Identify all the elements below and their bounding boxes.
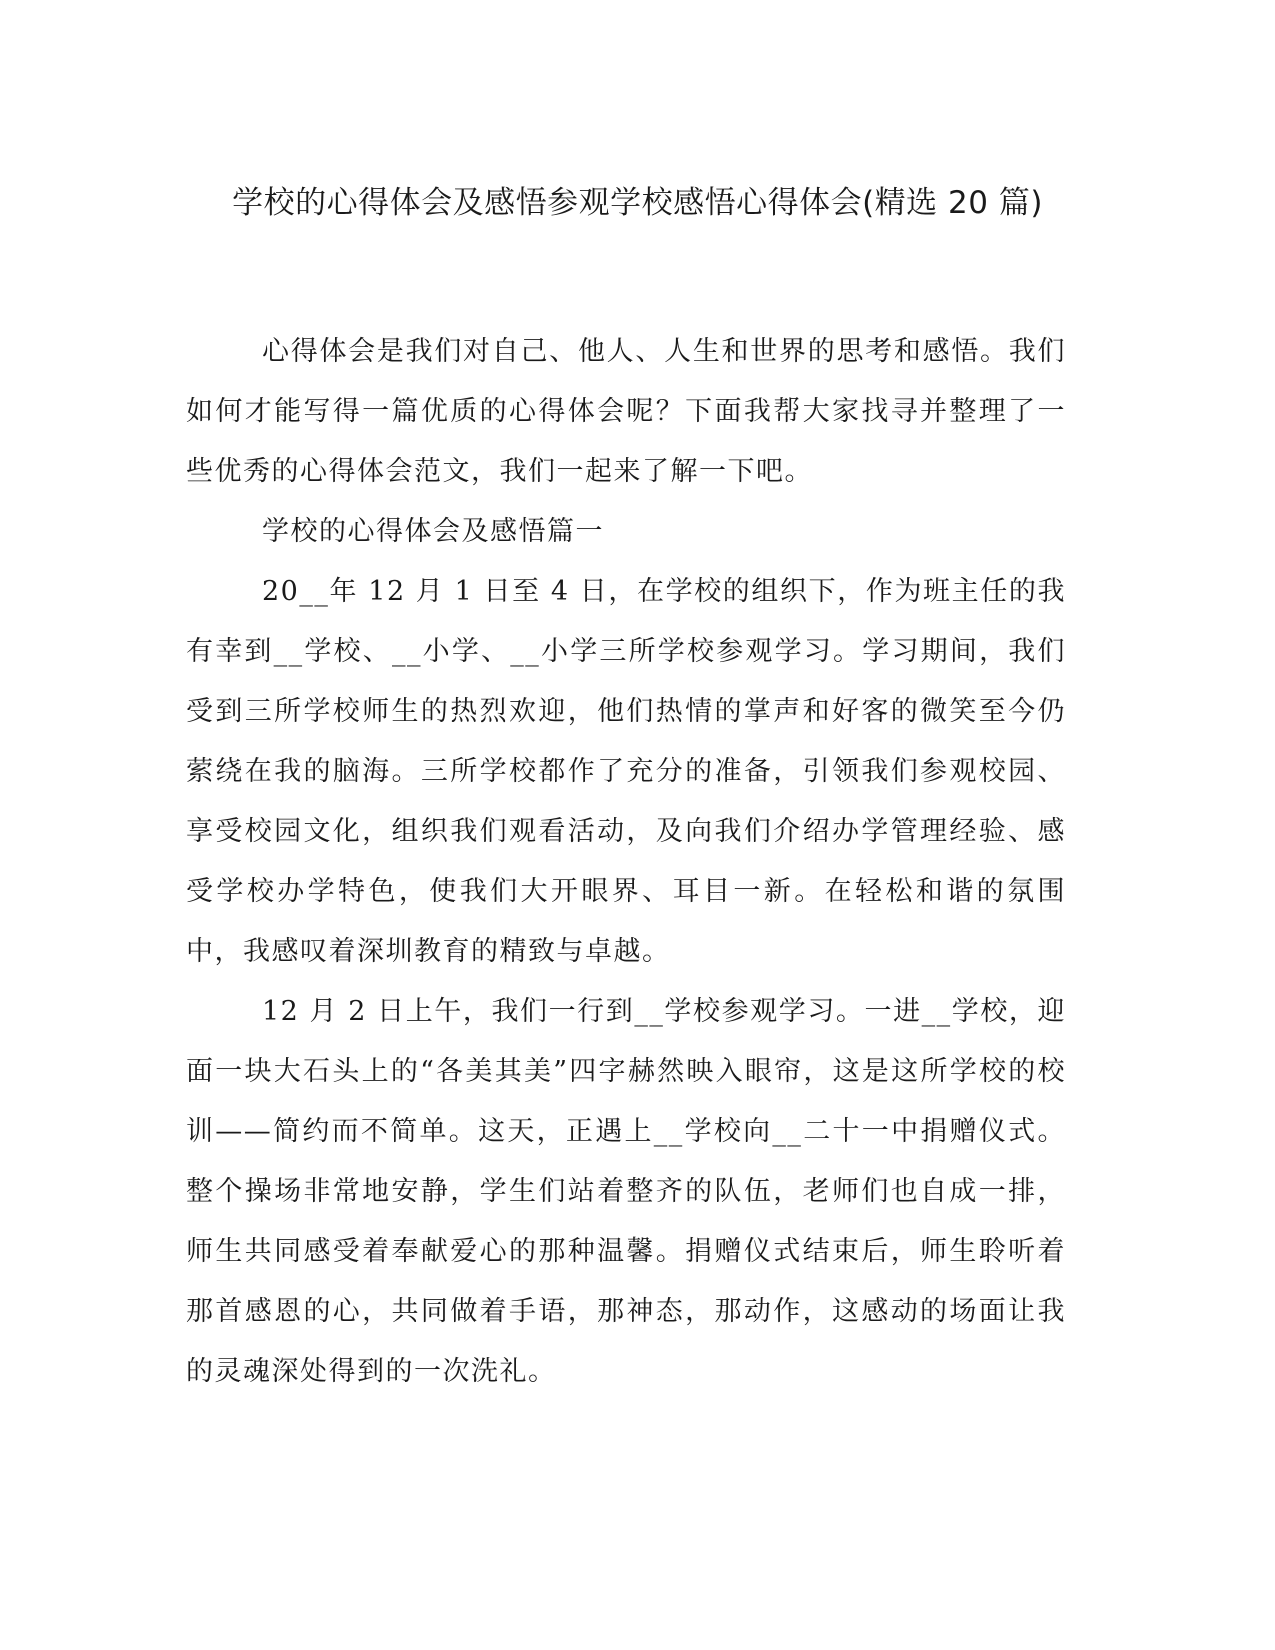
document-body [186,322,1066,1402]
body-paragraph-2: 12 月 2 日上午，我们一行到__学校参观学习。一进__学校，迎面一块大石头上的“各美其美”四字赫然映入眼帘，这是这所学校的校训——简约而不简单。这天，正遇上__学校向__二十一中捐赠仪式。整个操场非常地安静，学生们站着整齐的队伍，老师们也自成一排，师生共同感受着奉献爱心的那种温馨。捐赠仪式结束后，师生聆听着那首感恩的心，共同做着手语，那神态，那动作，这感动的场面让我的灵魂深处得到的一次洗礼。 [186,996,1066,1387]
intro-paragraph: 心得体会是我们对自己、他人、人生和世界的思考和感悟。我们如何才能写得一篇优质的心得体会呢？下面我帮大家找寻并整理了一些优秀的心得体会范文，我们一起来了解一下吧。 [186,336,1066,487]
section-heading: 学校的心得体会及感悟篇一 [262,516,604,547]
body-paragraph-1: 20__年 12 月 1 日至 4 日，在学校的组织下，作为班主任的我有幸到__学校、__小学、__小学三所学校参观学习。学习期间，我们受到三所学校师生的热烈欢迎，他们热情的掌声和好客的微笑至今仍萦绕在我的脑海。三所学校都作了充分的准备，引领我们参观校园、享受校园文化，组织我们观看活动，及向我们介绍办学管理经验、感受学校办学特色，使我们大开眼界、耳目一新。在轻松和谐的氛围中，我感叹着深圳教育的精致与卓越。 [186,576,1066,967]
page-title: 学校的心得体会及感悟参观学校感悟心得体会(精选 20 篇) [232,185,1043,221]
